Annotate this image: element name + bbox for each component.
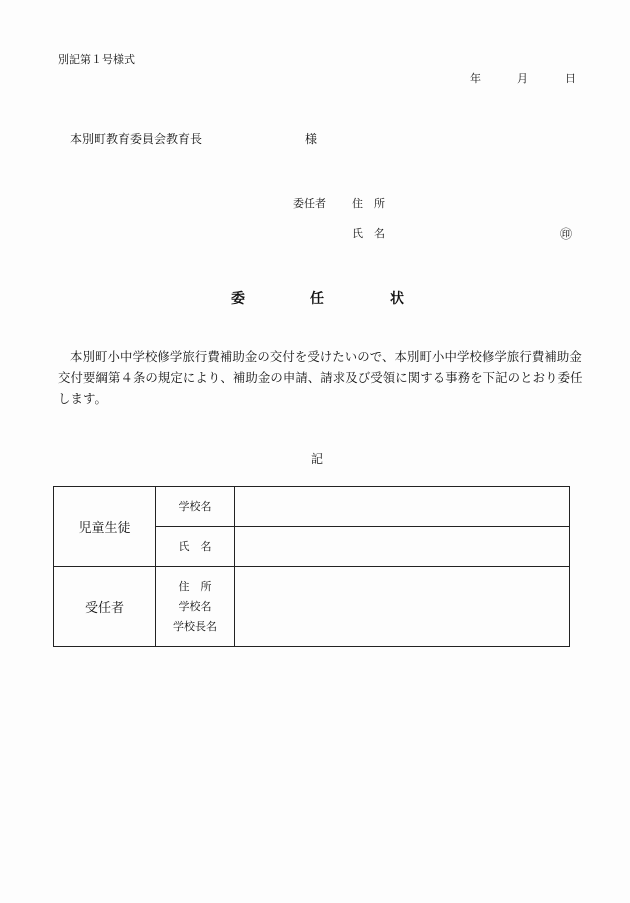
delegate-principal-label: 学校長名 [173,619,217,633]
ki-heading: 記 [311,452,324,466]
title-char-2: 任 [310,291,324,307]
date-month-label: 月 [517,72,528,85]
delegate-school-label: 学校名 [178,599,212,613]
delegate-address-label: 住 所 [178,579,212,593]
student-name-field[interactable] [235,527,570,567]
addressee-honorific: 様 [305,132,318,146]
student-name-label: 氏 名 [156,527,235,567]
student-group-header: 児童生徒 [54,487,156,567]
student-school-field[interactable] [235,487,570,527]
delegate-info-field[interactable] [235,567,570,647]
delegate-labels [156,567,235,647]
date-year-label: 年 [470,72,481,85]
title-char-3: 状 [390,291,404,307]
title-char-1: 委 [231,291,245,307]
seal-mark: ㊞ [560,227,573,241]
date-day-label: 日 [565,72,576,85]
delegator-address-label: 住 所 [352,197,385,210]
body-paragraph: 本別町小中学校修学旅行費補助金の交付を受けたいので、本別町小中学校修学旅行費補助金交付要綱第４条の規定により、補助金の申請、請求及び受領に関する事務を下記のとおり委任します。 [58,349,583,406]
delegate-group-header: 受任者 [54,567,156,647]
student-school-label: 学校名 [156,487,235,527]
detail-table [53,486,570,647]
form-number: 別記第１号様式 [58,53,135,66]
delegator-label: 委任者 [293,197,326,210]
addressee-name: 本別町教育委員会教育長 [70,132,203,146]
delegator-name-label: 氏 名 [352,227,385,240]
